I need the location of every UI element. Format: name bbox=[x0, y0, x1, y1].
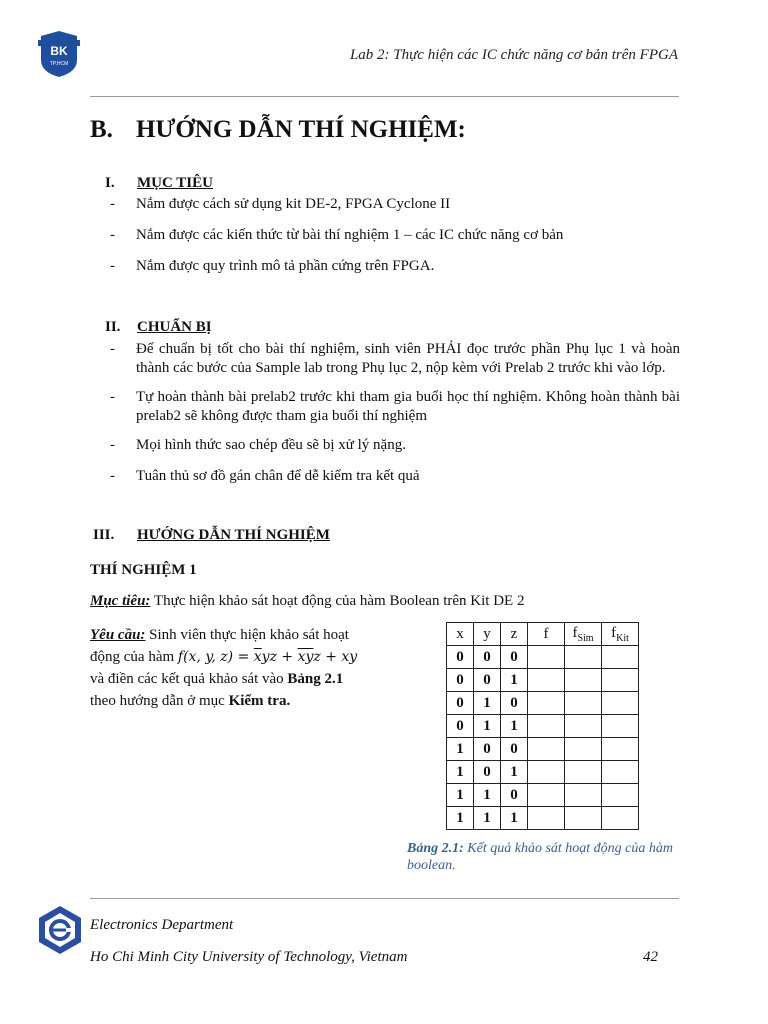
part2-heading bbox=[105, 319, 212, 336]
table-row: 1 1 1 bbox=[447, 807, 639, 830]
part1-heading bbox=[105, 175, 213, 192]
result-cell[interactable] bbox=[528, 692, 565, 715]
truth-table bbox=[446, 622, 639, 830]
header-f-sim: $f_{Sim}$ bbox=[565, 623, 602, 646]
section-title-text: HƯỚNG DẪN THÍ NGHIỆM: bbox=[136, 116, 466, 143]
logo-text: BK bbox=[50, 44, 68, 58]
table-row: 0 1 0 bbox=[447, 692, 639, 715]
part2-number: II. bbox=[105, 319, 121, 335]
hcmut-logo-icon bbox=[36, 904, 84, 956]
caption-text: Kết quả khảo sát hoạt động của hàm boolean. bbox=[407, 841, 674, 873]
result-cell[interactable] bbox=[528, 669, 565, 692]
result-cell[interactable] bbox=[528, 784, 565, 807]
list-item-text: Nắm được quy trình mô tả phần cứng trên FPGA. bbox=[136, 258, 435, 274]
table-reference: Bảng 2.1 bbox=[287, 671, 344, 687]
result-cell[interactable] bbox=[602, 669, 639, 692]
list-item: - Mọi hình thức sao chép đều sẽ bị xử lý nặng. bbox=[110, 437, 406, 453]
requirement-text: Sinh viên thực hiện khảo sát hoạt động của hàm bbox=[90, 627, 349, 665]
experiment1-goal bbox=[90, 593, 524, 610]
list-item-text: Nắm được các kiến thức từ bài thí nghiệm 1 – các IC chức năng cơ bản bbox=[136, 227, 564, 243]
list-item: - Để chuẩn bị tốt cho bài thí nghiệm, sinh viên PHẢI đọc trước phần Phụ lục 1 và hoàn thành các bước của Sample lab trong Phụ lục 2, nộp kèm với Prelab 2 trước khi vào lớp. bbox=[110, 341, 680, 376]
result-cell[interactable] bbox=[565, 692, 602, 715]
formula-term: yz + bbox=[261, 649, 298, 665]
result-cell[interactable] bbox=[528, 761, 565, 784]
list-item: - Nắm được cách sử dụng kit DE-2, FPGA Cyclone II bbox=[110, 196, 451, 212]
experiment1-title: THÍ NGHIỆM 1 bbox=[90, 562, 197, 578]
result-cell[interactable] bbox=[528, 738, 565, 761]
requirement-text: theo hướng dẫn ở mục bbox=[90, 693, 225, 709]
part3-heading bbox=[93, 527, 330, 544]
header-f-kit: $f_{Kit}$ bbox=[602, 623, 639, 646]
result-cell[interactable] bbox=[602, 761, 639, 784]
table-row: 0 0 1 bbox=[447, 669, 639, 692]
caption-label: Bảng 2.1: bbox=[407, 841, 464, 856]
logo-subtext: TP.HCM bbox=[49, 61, 69, 67]
result-cell[interactable] bbox=[602, 692, 639, 715]
result-cell[interactable] bbox=[602, 807, 639, 830]
header-title: Lab 2: Thực hiện các IC chức năng cơ bản trên FPGA bbox=[349, 47, 678, 63]
result-cell[interactable] bbox=[565, 784, 602, 807]
table-row: 0 0 0 bbox=[447, 646, 639, 669]
list-item: - Nắm được các kiến thức từ bài thí nghiệm 1 – các IC chức năng cơ bản bbox=[110, 227, 564, 243]
table-row: 1 1 0 bbox=[447, 784, 639, 807]
result-cell[interactable] bbox=[602, 784, 639, 807]
table-row: 1 0 0 bbox=[447, 738, 639, 761]
table-caption bbox=[407, 840, 677, 874]
result-cell[interactable] bbox=[565, 715, 602, 738]
result-cell[interactable] bbox=[602, 715, 639, 738]
formula-lhs: f(x, y, z) = bbox=[177, 649, 254, 665]
formula-term: z + bbox=[313, 649, 337, 665]
footer-divider bbox=[90, 898, 679, 899]
result-cell[interactable] bbox=[565, 646, 602, 669]
check-reference: Kiểm tra. bbox=[228, 693, 291, 709]
result-cell[interactable] bbox=[565, 761, 602, 784]
part2-list bbox=[110, 340, 680, 486]
table-row: 0 1 1 bbox=[447, 715, 639, 738]
part1-title: MỤC TIÊU bbox=[137, 175, 213, 191]
list-item: - Tự hoàn thành bài prelab2 trước khi tham gia buổi học thí nghiệm. Không hoàn thành bài prelab2 sẽ không được tham gia buổi thí nghiệm bbox=[110, 389, 680, 424]
result-cell[interactable] bbox=[565, 807, 602, 830]
result-cell[interactable] bbox=[528, 715, 565, 738]
goal-label: Mục tiêu: bbox=[90, 593, 151, 609]
result-cell[interactable] bbox=[528, 646, 565, 669]
list-item-text: Tuân thủ sơ đồ gán chân để dễ kiểm tra kết quả bbox=[136, 468, 420, 484]
page-number: 42 bbox=[643, 949, 658, 965]
goal-text: Thực hiện khảo sát hoạt động của hàm Boolean trên Kit DE 2 bbox=[153, 593, 525, 609]
section-letter: B. bbox=[90, 116, 113, 143]
requirement-label: Yêu cầu: bbox=[90, 627, 146, 643]
header-x: x bbox=[447, 623, 474, 646]
list-item: - Tuân thủ sơ đồ gán chân để dễ kiểm tra kết quả bbox=[110, 468, 420, 484]
bk-university-logo bbox=[36, 30, 82, 78]
header-f: f bbox=[528, 623, 565, 646]
list-item-text: Nắm được cách sử dụng kit DE-2, FPGA Cyclone II bbox=[136, 196, 451, 212]
part1-list bbox=[110, 195, 680, 276]
header-divider bbox=[90, 96, 679, 97]
formula-term: $\overline{x}$ bbox=[253, 649, 262, 665]
list-item-text: Mọi hình thức sao chép đều sẽ bị xử lý nặng. bbox=[136, 437, 406, 453]
result-cell[interactable] bbox=[602, 738, 639, 761]
result-cell[interactable] bbox=[565, 738, 602, 761]
part1-number: I. bbox=[105, 175, 115, 191]
result-cell[interactable] bbox=[565, 669, 602, 692]
table-header-row bbox=[447, 623, 639, 646]
result-cell[interactable] bbox=[528, 807, 565, 830]
part3-title: HƯỚNG DẪN THÍ NGHIỆM bbox=[137, 527, 330, 543]
footer-department: Electronics Department bbox=[90, 917, 234, 933]
list-item-text: Để chuẩn bị tốt cho bài thí nghiệm, sinh viên PHẢI đọc trước phần Phụ lục 1 và hoàn thành các bước của Sample lab trong Phụ lục 2, nộp kèm với Prelab 2 trước khi vào lớp. bbox=[136, 341, 680, 376]
list-item: - Nắm được quy trình mô tả phần cứng trên FPGA. bbox=[110, 258, 435, 274]
boolean-formula bbox=[178, 649, 357, 665]
header-y: y bbox=[474, 623, 501, 646]
part3-number: III. bbox=[93, 527, 115, 543]
section-title bbox=[90, 116, 466, 144]
list-item-text: Tự hoàn thành bài prelab2 trước khi tham gia buổi học thí nghiệm. Không hoàn thành bài prelab2 sẽ không được tham gia buổi thí nghiệm bbox=[136, 389, 680, 424]
experiment1-requirement bbox=[90, 624, 370, 712]
part2-title: CHUẨN BỊ bbox=[137, 319, 212, 335]
requirement-text: và điền các kết quả khảo sát vào bbox=[90, 671, 284, 687]
formula-term: $\overline{xy}$ bbox=[297, 649, 314, 665]
footer-university: Ho Chi Minh City University of Technology, Vietnam bbox=[90, 949, 408, 965]
formula-term: xy bbox=[341, 649, 358, 665]
table-row: 1 0 1 bbox=[447, 761, 639, 784]
header-z: z bbox=[501, 623, 528, 646]
result-cell[interactable] bbox=[602, 646, 639, 669]
